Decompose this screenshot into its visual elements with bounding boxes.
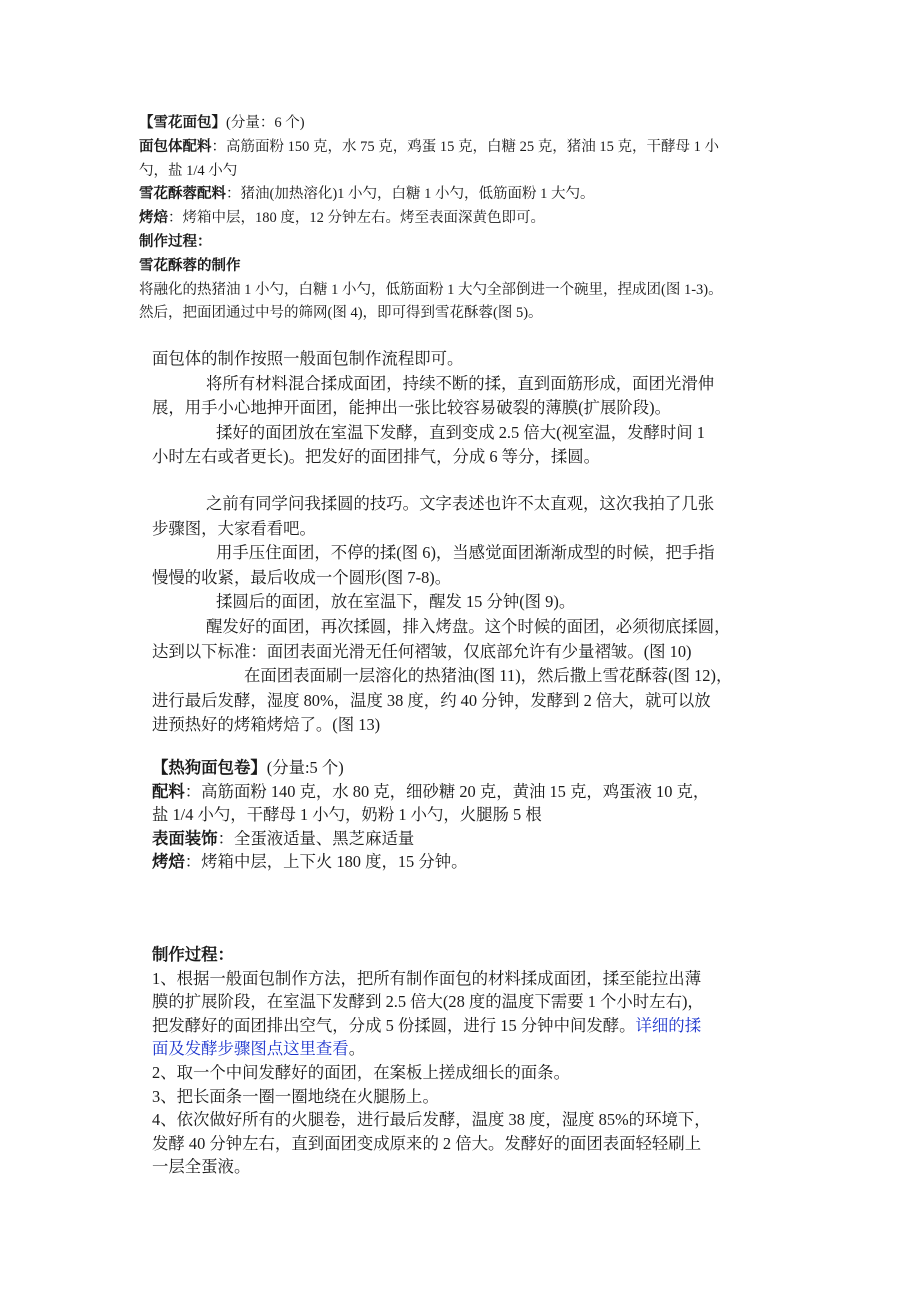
body-line: 小时左右或者更长)。把发好的面团排气，分成 6 等分，揉圆。: [152, 447, 601, 467]
body-line: 面包体的制作按照一般面包制作流程即可。: [152, 349, 464, 368]
step3-line: 3、把长面条一圈一圈地绕在火腿肠上。: [152, 1086, 439, 1106]
process2-label: 制作过程：: [152, 945, 234, 964]
recipe2-yield: (分量:5 个): [266, 758, 344, 777]
body-line: 醒发好的面团，再次揉圆，排入烤盘。这个时候的面团，必须彻底揉圆，: [206, 616, 731, 636]
step4-line2: 发酵 40 分钟左右，直到面团变成原来的 2 倍大。发酵好的面团表面轻轻刷上: [152, 1133, 702, 1153]
recipe1-topping-line: [139, 183, 920, 207]
recipe2-bake-line: [152, 850, 920, 874]
body-line: 揉好的面团放在室温下发酵，直到变成 2.5 倍大(视室温，发酵时间 1: [216, 422, 705, 442]
body-line: 进行最后发酵，湿度 80%，温度 38 度，约 40 分钟，发酵到 2 倍大，就可以放: [152, 690, 711, 710]
recipe2-ingredients-line2: 盐 1/4 小勺，干酵母 1 小勺，奶粉 1 小勺，火腿肠 5 根: [152, 805, 542, 825]
step1-line3-text: 把发酵好的面团排出空气，分成 5 份揉圆，进行 15 分钟中间发酵。: [152, 1015, 636, 1035]
body-line: 达到以下标准：面团表面光滑无任何褶皱，仅底部允许有少量褶皱。(图 10): [152, 641, 692, 661]
recipe1-ingredients-line2: 勺，盐 1/4 小勺: [139, 162, 238, 179]
step1-line4: [152, 1037, 920, 1061]
body-line: 在面团表面刷一层溶化的热猪油(图 11)，然后撒上雪花酥蓉(图 12)，: [244, 666, 733, 686]
step1-line1: 1、根据一般面包制作方法，把所有制作面包的材料揉成面团，揉至能拉出薄: [152, 968, 702, 988]
body-line: 步骤图，大家看看吧。: [152, 518, 316, 538]
recipe2-ingredients-line1: [152, 780, 920, 804]
recipe2-ingredients-text: ：高筋面粉 140 克，水 80 克，细砂糖 20 克，黄油 15 克，鸡蛋液 10 克，: [184, 781, 710, 801]
detail-steps-link-continued[interactable]: 面及发酵步骤图点这里查看: [152, 1039, 349, 1059]
recipe2-bake-label: 烤焙: [152, 852, 185, 872]
recipe1-topping-text: ：猪油(加热溶化)1 小勺，白糖 1 小勺，低筋面粉 1 大勺。: [226, 186, 595, 203]
body-line: 展，用手小心地抻开面团，能抻出一张比较容易破裂的薄膜(扩展阶段)。: [152, 398, 672, 418]
recipe1-ingredients-line1: [139, 136, 920, 160]
recipe2-ingredients-label: 配料: [152, 781, 185, 801]
recipe2-title: 【热狗面包卷】: [152, 758, 267, 777]
recipe1-process-label: 制作过程：: [139, 233, 212, 250]
recipe1-yield: (分量：6 个): [226, 115, 305, 131]
body-line: 进预热好的烤箱烤焙了。(图 13): [152, 715, 381, 735]
recipe2-decor-line: [152, 827, 920, 851]
recipe1-bake-line: [139, 207, 920, 231]
body-text-part1: [152, 347, 920, 470]
recipe2-decor-label: 表面装饰: [152, 828, 218, 848]
body-line: 揉圆后的面团，放在室温下，醒发 15 分钟(图 9)。: [216, 592, 576, 612]
step2-line: 2、取一个中间发酵好的面团，在案板上搓成细长的面条。: [152, 1062, 570, 1082]
body-text-part2: [152, 492, 920, 738]
recipe2-bake-text: ：烤箱中层，上下火 180 度，15 分钟。: [184, 852, 468, 872]
body-line: 将所有材料混合揉成面团，持续不断的揉，直到面筋形成，面团光滑伸: [206, 373, 715, 393]
recipe1-title: 【雪花面包】: [139, 115, 226, 131]
recipe1-topping-label: 雪花酥蓉配料: [139, 186, 226, 203]
step1-end-punct: 。: [348, 1039, 366, 1059]
step1-line3: [152, 1014, 920, 1038]
recipe1-bake-text: ：烤箱中层，180 度，12 分钟左右。烤至表面深黄色即可。: [168, 210, 545, 227]
body-line: 慢慢的收紧，最后收成一个圆形(图 7-8)。: [152, 567, 452, 587]
recipe1-step-line1: 将融化的热猪油 1 小勺，白糖 1 小勺，低筋面粉 1 大勺全部倒进一个碗里，捏成团(图 1-3)。: [139, 281, 723, 298]
recipe1-ingredients-label: 面包体配料: [139, 138, 212, 155]
recipe2-section: [152, 756, 920, 874]
recipe1-ingredients-text: ：高筋面粉 150 克，水 75 克，鸡蛋 15 克，白糖 25 克，猪油 15 克，干酵母 1 小: [211, 138, 719, 155]
recipe1-title-line: [139, 112, 920, 136]
recipe1-step-line2: 然后，把面团通过中号的筛网(图 4)，即可得到雪花酥蓉(图 5)。: [139, 305, 543, 322]
recipe2-decor-text: ：全蛋液适量、黑芝麻适量: [217, 828, 415, 848]
step4-line3: 一层全蛋液。: [152, 1157, 251, 1177]
body-line: 之前有同学问我揉圆的技巧。文字表述也许不太直观，这次我拍了几张: [206, 494, 715, 513]
detail-steps-link[interactable]: 详细的揉: [635, 1015, 702, 1035]
recipe1-section: [139, 112, 920, 326]
process2-section: [152, 943, 920, 1179]
recipe1-bake-label: 烤焙: [139, 210, 168, 227]
step1-line2: 膜的扩展阶段，在室温下发酵到 2.5 倍大(28 度的温度下需要 1 个小时左右)，: [152, 992, 704, 1012]
body-line: 用手压住面团，不停的揉(图 6)，当感觉面团渐渐成型的时候，把手指: [216, 543, 715, 563]
step4-line1: 4、依次做好所有的火腿卷，进行最后发酵，温度 38 度，湿度 85%的环境下，: [152, 1110, 711, 1130]
recipe2-title-line: [152, 756, 920, 780]
recipe1-subheading: 雪花酥蓉的制作: [139, 257, 241, 274]
